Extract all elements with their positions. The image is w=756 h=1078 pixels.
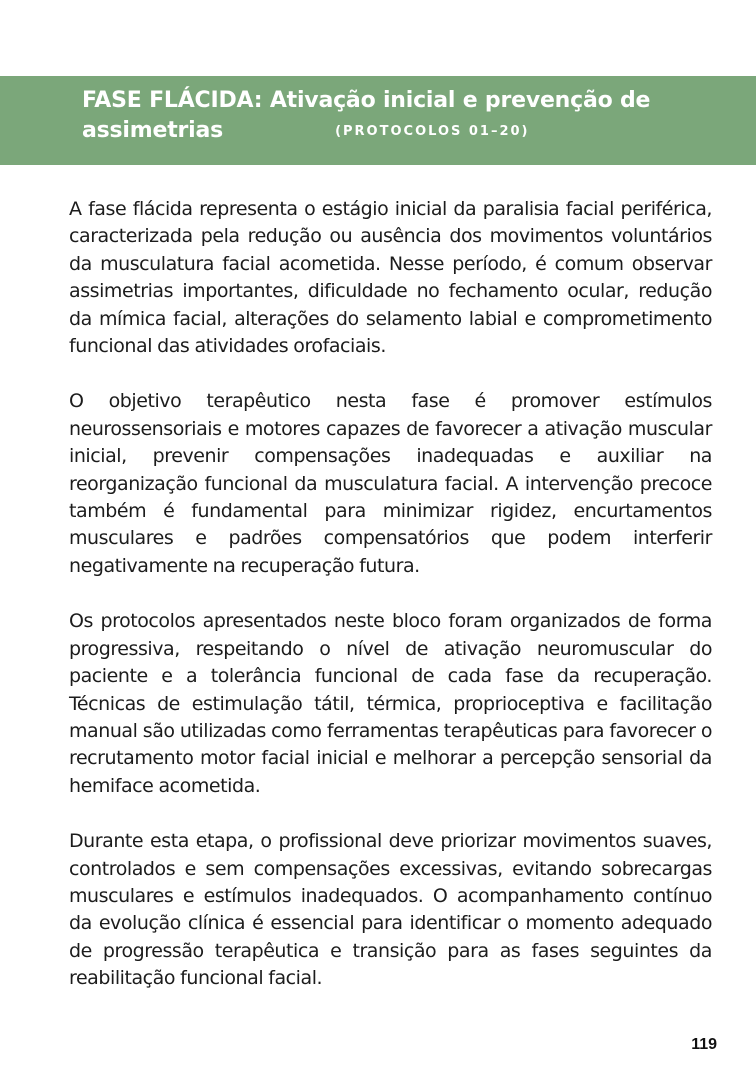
body-text	[69, 196, 712, 1021]
paragraph-objective: O objetivo terapêutico nesta fase é promover estímulos neurossensoriais e motores capazes de favorecer a ativação muscular inicial, prevenir compensações inadequadas e auxiliar na reorganização funcional da musculatura facial. A intervenção precoce também é fundamental para minimizar rigidez, encurtamentos musculares e padrões compensatórios que podem interferir negativamente na recuperação futura.	[69, 390, 712, 577]
page-number: 119	[691, 1036, 717, 1053]
section-title-line1: FASE FLÁCIDA: Ativação inicial e prevenção de	[82, 88, 651, 113]
paragraph-guidance: Durante esta etapa, o profissional deve priorizar movimentos suaves, controlados e sem compensações excessivas, evitando sobrecargas musculares e estímulos inadequados. O acompanhamento contínuo da evolução clínica é essencial para identificar o momento adequado de progressão terapêutica e transição para as fases seguintes da reabilitação funcional facial.	[69, 830, 712, 990]
section-title	[82, 86, 722, 147]
paragraph-protocols: Os protocolos apresentados neste bloco foram organizados de forma progressiva, respeitando o nível de ativação neuromuscular do paciente e a tolerância funcional de cada fase da recuperação. Técnicas de estimulação tátil, térmica, proprioceptiva e facilitação manual são utilizadas como ferramentas terapêuticas para favorecer o recrutamento motor facial inicial e melhorar a percepção sensorial da hemiface acometida.	[69, 610, 712, 797]
section-subtitle: (PROTOCOLOS 01–20)	[335, 124, 530, 139]
paragraph-intro: A fase flácida representa o estágio inicial da paralisia facial periférica, caracterizada pela redução ou ausência dos movimentos voluntários da musculatura facial acometida. Nesse período, é comum observar assimetrias importantes, dificuldade no fechamento ocular, redução da mímica facial, alterações do selamento labial e comprometimento funcional das atividades orofaciais.	[69, 198, 712, 358]
section-title-line2-wrapper	[82, 116, 722, 147]
section-title-line2: assimetrias	[82, 118, 224, 143]
